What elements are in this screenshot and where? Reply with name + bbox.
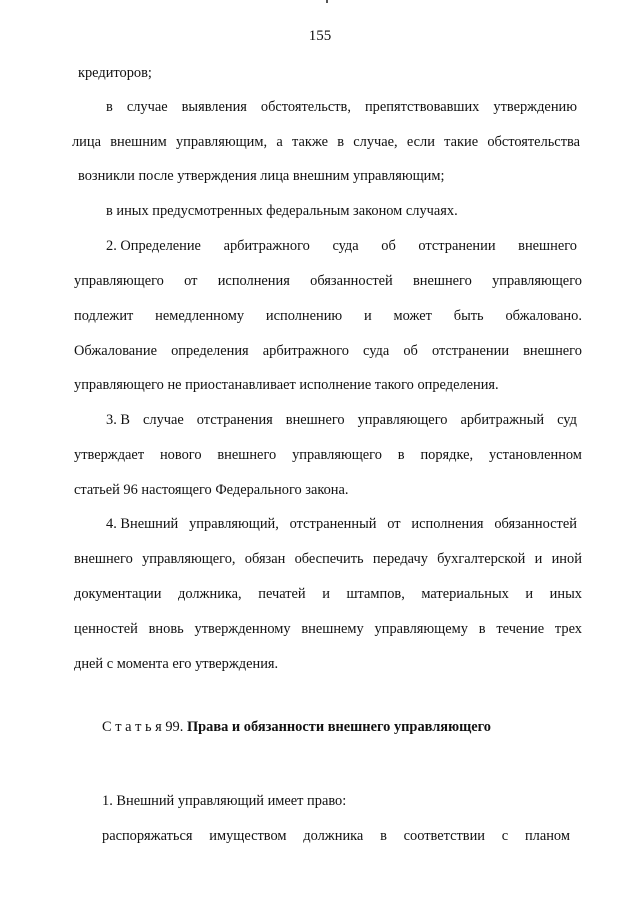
word: в xyxy=(397,447,405,463)
text-line: возникли после утверждения лица внешним управляющим; xyxy=(78,168,445,184)
word: обстоятельства xyxy=(487,134,580,150)
word: подлежит xyxy=(74,308,134,324)
word: отстраненный xyxy=(289,516,377,532)
text-line: дней с момента его утверждения. xyxy=(74,656,279,672)
word: управляющего xyxy=(292,447,382,463)
text-line xyxy=(74,620,582,638)
text-line xyxy=(74,272,582,290)
word: документации xyxy=(74,586,162,602)
word: управляющего xyxy=(357,412,448,428)
word: лица xyxy=(72,134,101,150)
word: 3. В xyxy=(106,412,130,428)
scan-artifact xyxy=(326,0,328,3)
text-line xyxy=(74,550,582,568)
word: должника, xyxy=(178,586,242,602)
word: арбитражного xyxy=(262,343,349,359)
text-line: управляющего не приостанавливает исполнение такого определения. xyxy=(74,377,499,393)
text-line xyxy=(74,585,582,603)
text-line xyxy=(106,411,577,429)
text-line: кредиторов; xyxy=(78,65,152,81)
word: управляющего, xyxy=(142,551,236,567)
word: отстранении xyxy=(418,238,496,254)
word: случае xyxy=(143,412,184,428)
word: вновь xyxy=(148,621,184,637)
word: установленном xyxy=(488,447,582,463)
word: выявления xyxy=(181,99,247,115)
word: имуществом xyxy=(209,828,287,844)
word: такие xyxy=(444,134,479,150)
word: случае xyxy=(126,99,168,115)
word: внешнего xyxy=(74,551,133,567)
word: немедленному xyxy=(155,308,245,324)
word: иной xyxy=(551,551,582,567)
word: а xyxy=(276,134,283,150)
word: быть xyxy=(453,308,484,324)
word: исполнения xyxy=(217,273,290,289)
word: внешнему xyxy=(301,621,364,637)
word: арбитражного xyxy=(223,238,310,254)
word: течение xyxy=(496,621,545,637)
word: и xyxy=(322,586,330,602)
word: может xyxy=(393,308,432,324)
word: соответствии xyxy=(403,828,485,844)
word: управляющего xyxy=(74,273,164,289)
text-line xyxy=(106,515,577,533)
text-line xyxy=(74,446,582,464)
word: материальных xyxy=(421,586,509,602)
word: и xyxy=(534,551,543,567)
text-line xyxy=(74,342,582,360)
word: управляющий, xyxy=(189,516,279,532)
word: обязан xyxy=(244,551,286,567)
word: иных xyxy=(549,586,582,602)
text-line xyxy=(106,98,577,116)
word: обязанностей xyxy=(494,516,577,532)
word: порядке, xyxy=(420,447,474,463)
text-line: в иных предусмотренных федеральным законом случаях. xyxy=(106,203,458,219)
word: суда xyxy=(332,238,359,254)
word: планом xyxy=(524,828,570,844)
word: обязанностей xyxy=(310,273,393,289)
word: и xyxy=(525,586,534,602)
text-line xyxy=(106,237,577,255)
word: обжаловано. xyxy=(505,308,582,324)
word: от xyxy=(184,273,198,289)
word: ценностей xyxy=(74,621,138,637)
word: арбитражный xyxy=(460,412,545,428)
word: с xyxy=(501,828,509,844)
word: 4. Внешний xyxy=(106,516,179,532)
word: нового xyxy=(159,447,202,463)
word: внешнего xyxy=(217,447,277,463)
word: управляющего xyxy=(492,273,582,289)
word: в xyxy=(106,99,113,115)
word: обеспечить xyxy=(294,551,364,567)
word: распоряжаться xyxy=(102,828,193,844)
word: в xyxy=(380,828,387,844)
word: утверждает xyxy=(74,447,145,463)
word: случае, xyxy=(353,134,398,150)
text-line: 1. Внешний управляющий имеет право: xyxy=(102,793,347,809)
word: внешним xyxy=(110,134,167,150)
word: об xyxy=(403,343,418,359)
word: отстранения xyxy=(196,412,273,428)
word: утверждению xyxy=(493,99,577,115)
word: утвержденному xyxy=(194,621,291,637)
word: суд xyxy=(557,412,577,428)
word: внешнего xyxy=(518,238,577,254)
word: трех xyxy=(554,621,582,637)
word: если xyxy=(406,134,435,150)
word: в xyxy=(337,134,345,150)
text-line xyxy=(72,133,580,151)
page-number: 155 xyxy=(308,28,332,44)
word: внешнего xyxy=(413,273,472,289)
word: и xyxy=(363,308,372,324)
text-line xyxy=(102,827,570,845)
word: управляющим, xyxy=(175,134,268,150)
word: исполнения xyxy=(411,516,484,532)
word: об xyxy=(381,238,396,254)
article-heading xyxy=(102,718,491,736)
article-title: Права и обязанности внешнего управляющего xyxy=(186,719,491,735)
word: должника xyxy=(303,828,364,844)
word: передачу xyxy=(372,551,428,567)
article-label: С т а т ь я 99. xyxy=(102,719,184,735)
text-line xyxy=(74,307,582,325)
word: от xyxy=(387,516,401,532)
word: внешнего xyxy=(523,343,582,359)
word: управляющему xyxy=(374,621,468,637)
word: обстоятельств, xyxy=(260,99,351,115)
word: в xyxy=(478,621,486,637)
word: Обжалование xyxy=(74,343,157,359)
word: суда xyxy=(363,343,390,359)
word: внешнего xyxy=(285,412,345,428)
word: 2. Определение xyxy=(106,238,201,254)
word: исполнению xyxy=(265,308,343,324)
word: также xyxy=(291,134,328,150)
word: препятствовавших xyxy=(364,99,480,115)
word: отстранении xyxy=(431,343,510,359)
word: печатей xyxy=(258,586,306,602)
word: штампов, xyxy=(346,586,405,602)
word: определения xyxy=(171,343,249,359)
word: бухгалтерской xyxy=(437,551,526,567)
text-line: статьей 96 настоящего Федерального закона. xyxy=(74,482,349,498)
